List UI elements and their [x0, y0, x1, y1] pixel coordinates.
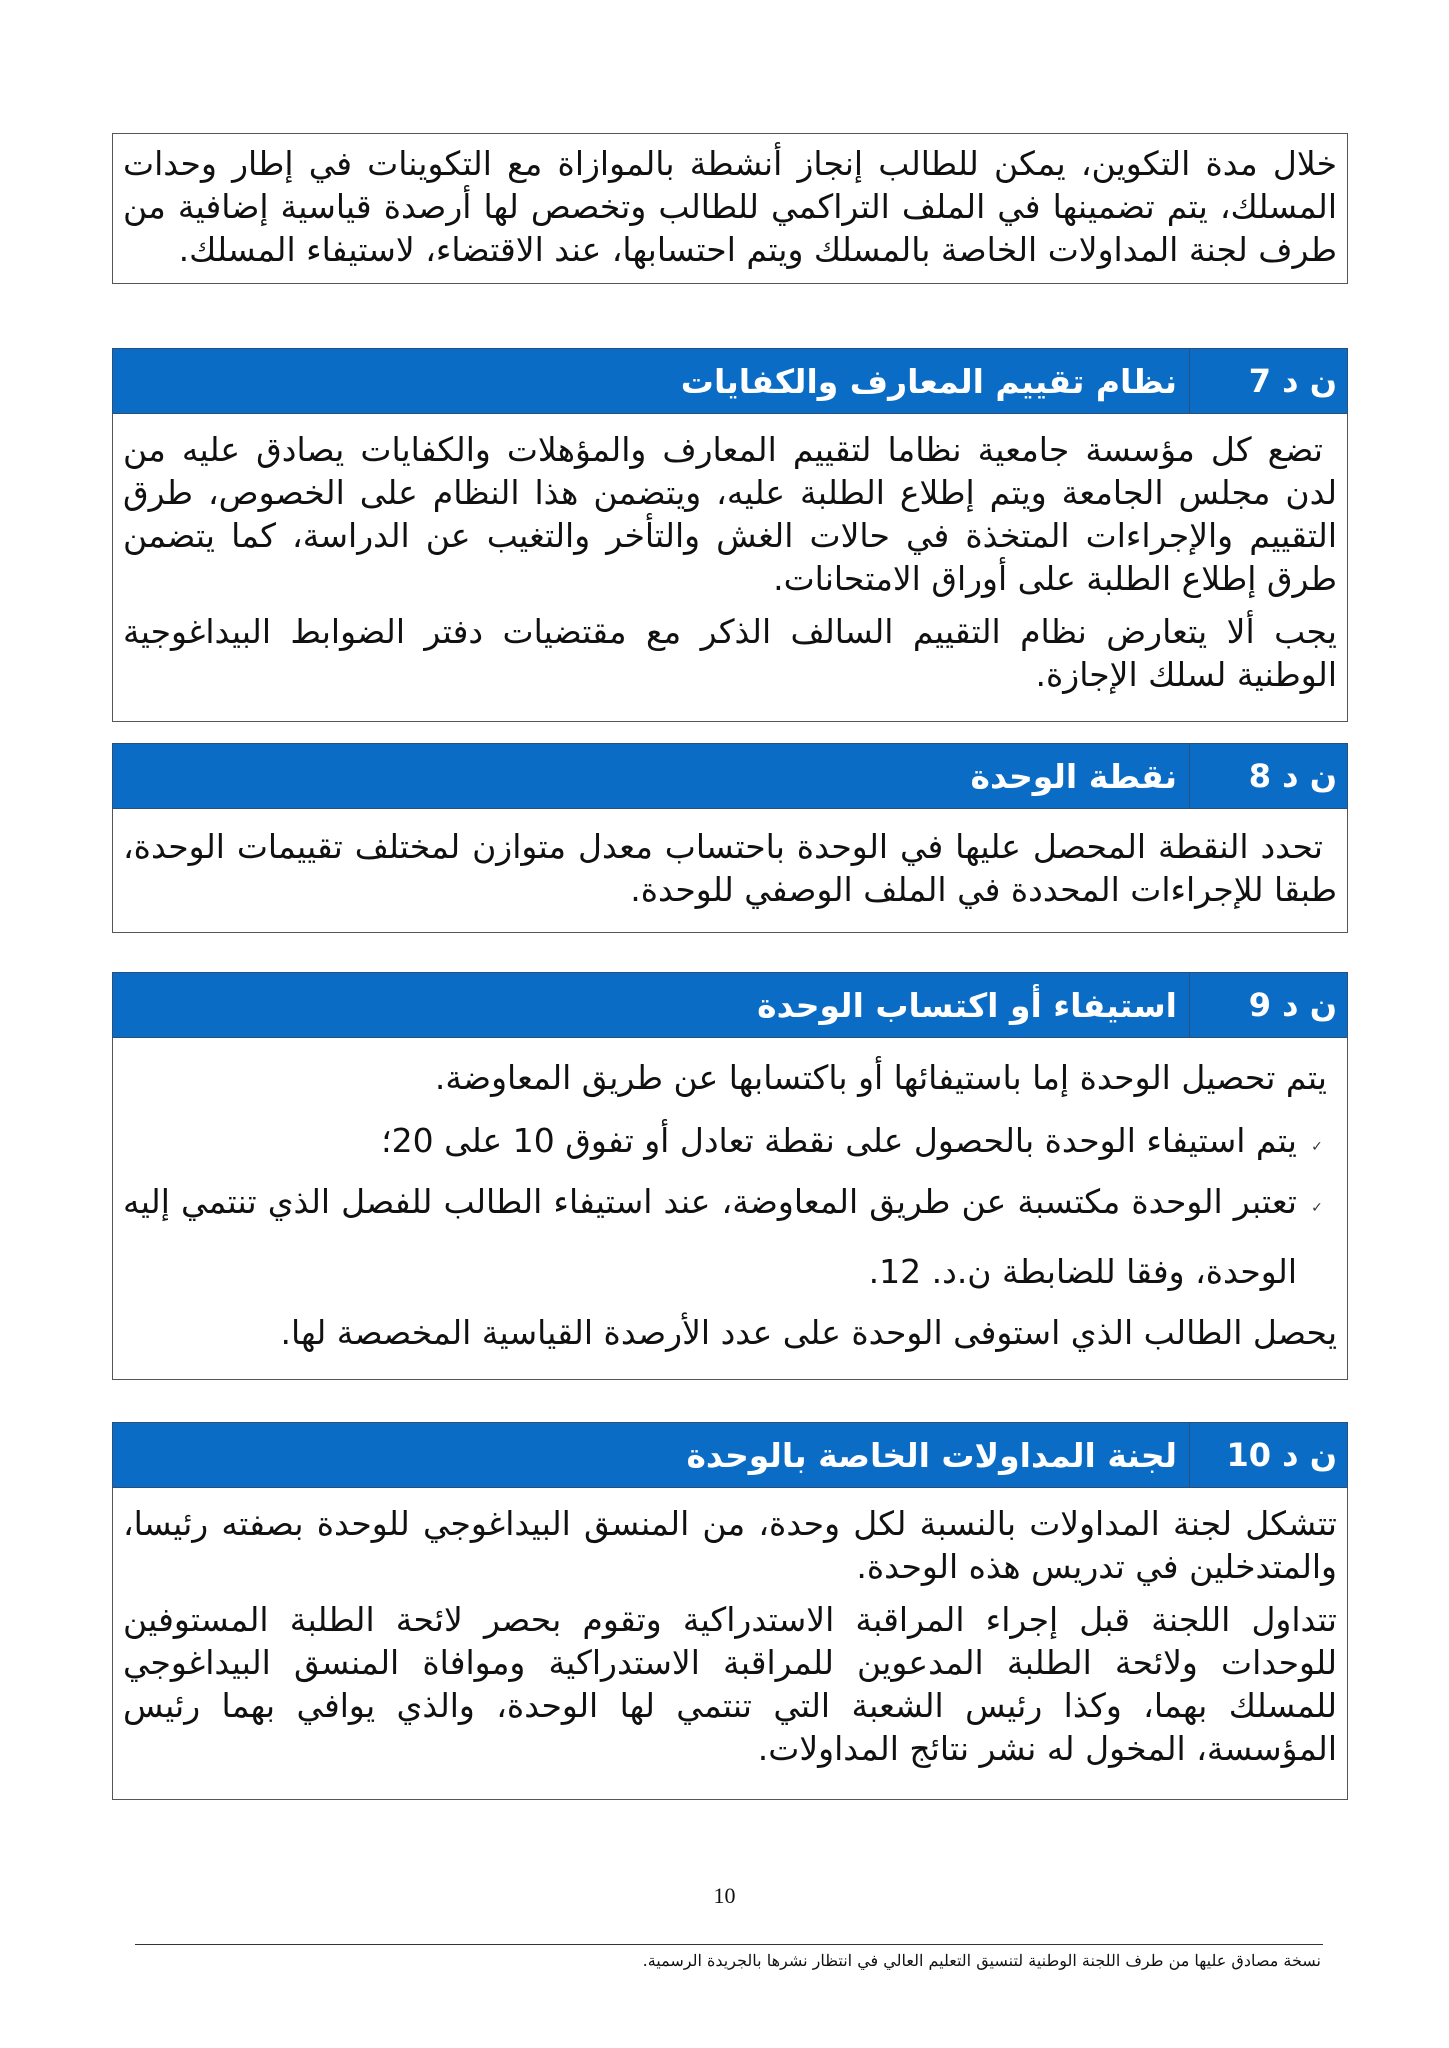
section-body-9 [112, 1038, 1348, 1380]
section-code-7: ن د 7 [1189, 349, 1347, 413]
section-9-outro: يحصل الطالب الذي استوفى الوحدة على عدد الأرصدة القياسية المخصصة لها. [280, 1313, 1337, 1352]
section-code-8: ن د 8 [1189, 744, 1347, 808]
section-title-8: نقطة الوحدة [970, 756, 1177, 796]
section-code-10: ن د 10 [1189, 1423, 1347, 1487]
bullet-item-1 [123, 1119, 1337, 1162]
section-header-9 [112, 972, 1348, 1038]
intro-box [112, 133, 1348, 284]
section-9-intro: يتم تحصيل الوحدة إما باستيفائها أو باكتسابها عن طريق المعاوضة. [434, 1058, 1327, 1097]
section-header-7 [112, 348, 1348, 414]
footer-note: نسخة مصادق عليها من طرف اللجنة الوطنية لتنسيق التعليم العالي في انتظار نشرها بالجريدة الرسمية. [642, 1951, 1321, 1970]
section-title-7: نظام تقييم المعارف والكفايات [680, 361, 1177, 401]
footer-divider [135, 1944, 1323, 1945]
bullet-item-2 [123, 1180, 1337, 1307]
section-header-10 [112, 1422, 1348, 1488]
section-body-10 [112, 1488, 1348, 1800]
section-body-7 [112, 414, 1348, 722]
check-icon: ✓ [1311, 1139, 1323, 1155]
check-icon: ✓ [1311, 1200, 1323, 1216]
section-8-paragraph-1: تحدد النقطة المحصل عليها في الوحدة باحتساب معدل متوازن لمختلف تقييمات الوحدة، طبقا للإجراءات المحددة في الملف الوصفي للوحدة. [123, 827, 1337, 909]
section-7-paragraph-1: تضع كل مؤسسة جامعية نظاما لتقييم المعارف والمؤهلات والكفايات يصادق عليه من لدن مجلس الجامعة ويتم إطلاع الطلبة عليه، ويتضمن هذا النظام على الخصوص، طرق التقييم والإجراءات المتخذة في حالات الغش والتأخر والتغيب عن الدراسة، كما يتضمن طرق إطلاع الطلبة على أوراق الامتحانات. [123, 430, 1337, 598]
page-number: 10 [713, 1883, 736, 1908]
section-10-paragraph-1: تتشكل لجنة المداولات بالنسبة لكل وحدة، من المنسق البيداغوجي للوحدة بصفته رئيسا، والمتدخلين في تدريس هذه الوحدة. [123, 1504, 1337, 1586]
intro-paragraph: خلال مدة التكوين، يمكن للطالب إنجاز أنشطة بالموازاة مع التكوينات في إطار وحدات المسلك، يتم تضمينها في الملف التراكمي للطالب وتخصص لها أرصدة قياسية إضافية من طرف لجنة المداولات الخاصة بالمسلك ويتم احتسابها، عند الاقتضاء، لاستيفاء المسلك. [123, 144, 1337, 269]
section-title-10: لجنة المداولات الخاصة بالوحدة [686, 1435, 1177, 1475]
section-title-9: استيفاء أو اكتساب الوحدة [757, 985, 1177, 1025]
section-10-paragraph-2: تتداول اللجنة قبل إجراء المراقبة الاستدراكية وتقوم بحصر لائحة الطلبة المستوفين للوحدات ولائحة الطلبة المدعوين للمراقبة الاستدراكية وموافاة المنسق البيداغوجي للمسلك بهما، وكذا رئيس الشعبة التي تنتمي لها الوحدة، والذي يوافي بهما رئيس المؤسسة، المخول له نشر نتائج المداولات. [123, 1600, 1337, 1768]
bullet-text-2: تعتبر الوحدة مكتسبة عن طريق المعاوضة، عند استيفاء الطالب للفصل الذي تنتمي إليه الوحدة، وفقا للضابطة ن.د. 12. [123, 1182, 1297, 1291]
section-body-8 [112, 809, 1348, 933]
section-code-9: ن د 9 [1189, 973, 1347, 1037]
bullet-text-1: يتم استيفاء الوحدة بالحصول على نقطة تعادل أو تفوق 10 على 20؛ [381, 1121, 1297, 1160]
section-7-paragraph-2: يجب ألا يتعارض نظام التقييم السالف الذكر مع مقتضيات دفتر الضوابط البيداغوجية الوطنية لسلك الإجازة. [123, 612, 1337, 694]
section-header-8 [112, 743, 1348, 809]
